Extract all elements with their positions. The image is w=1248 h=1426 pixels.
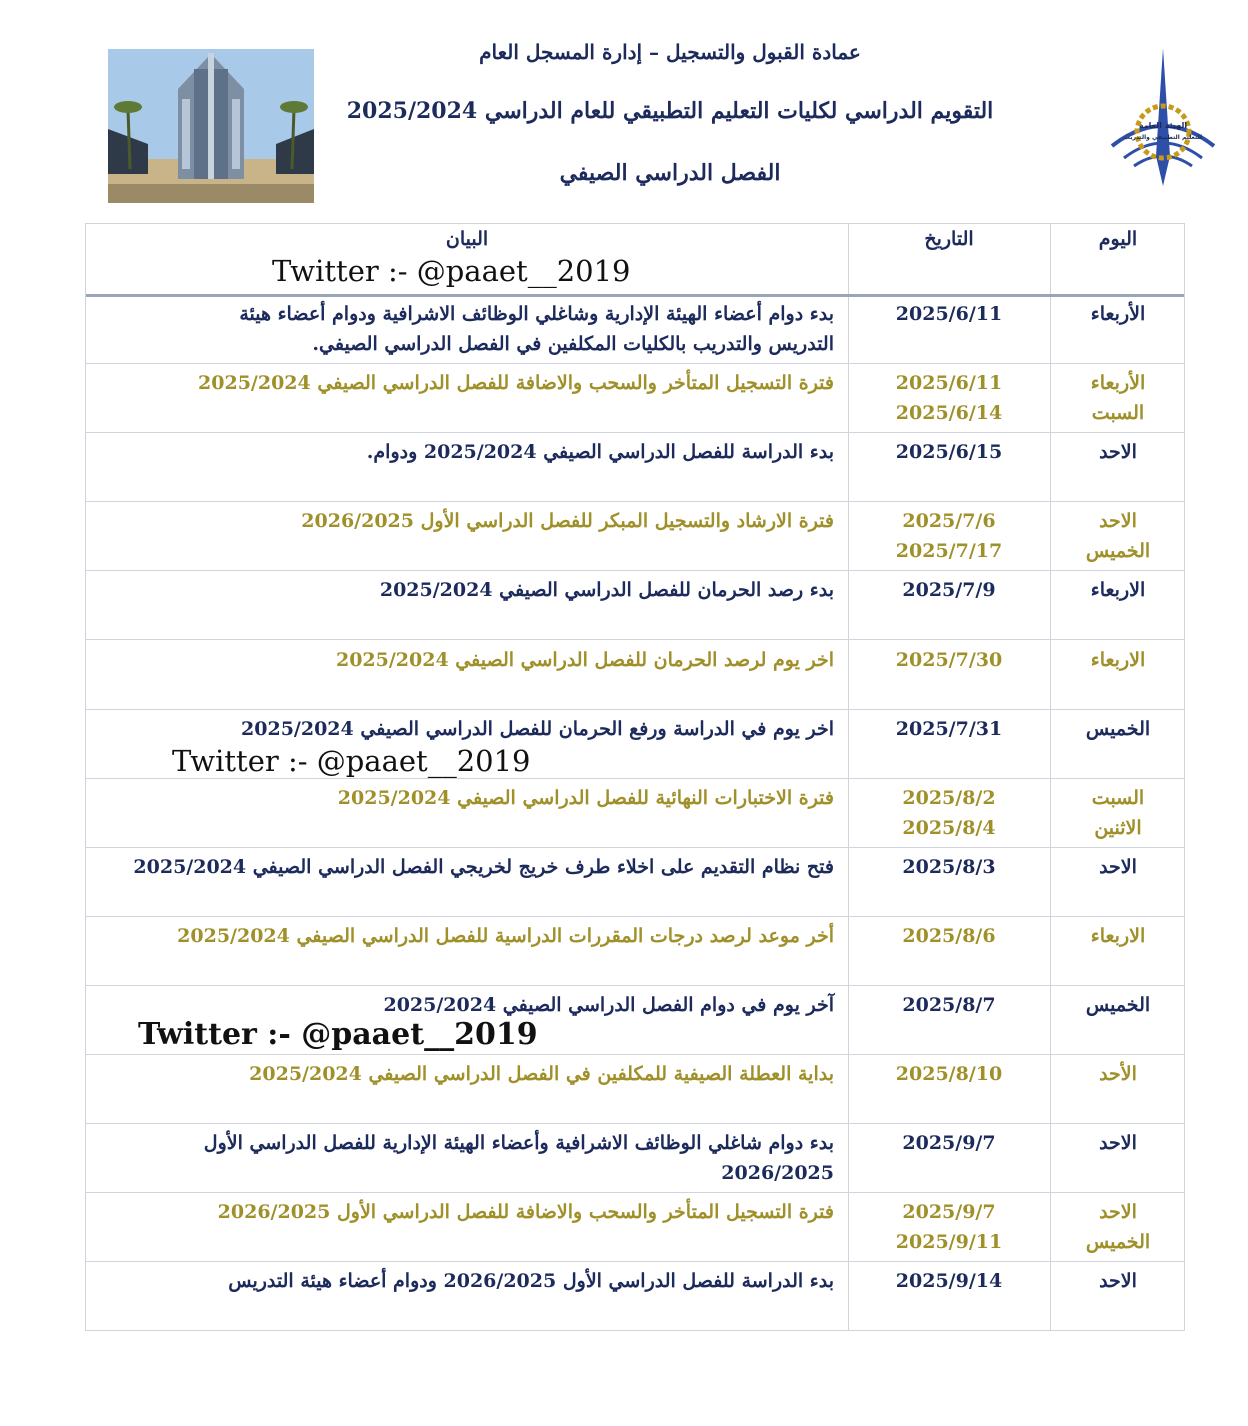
desc-cell xyxy=(94,368,834,398)
desc-cell-line: فترة الاختبارات النهائية للفصل الدراسي الصيفي 2025/2024 xyxy=(337,786,834,809)
desc-cell-line: بدء الدراسة للفصل الدراسي الأول 2026/2025 ودوام أعضاء هيئة التدريس xyxy=(228,1270,834,1293)
date-cell-line: 2025/7/30 xyxy=(895,648,1003,671)
day-cell xyxy=(1050,1266,1186,1296)
date-cell-line: 2025/9/7 xyxy=(902,1201,996,1224)
day-cell-line: الاحد xyxy=(1099,510,1137,533)
twitter-watermark: Twitter :- @paaet__2019 xyxy=(272,254,631,288)
logo-text-2: للتعليم التطبيقي والتدريب xyxy=(1123,134,1203,141)
date-cell-line: 2025/9/11 xyxy=(895,1231,1003,1254)
desc-cell-line: فتح نظام التقديم على اخلاء طرف خريج لخريجي الفصل الدراسي الصيفي 2025/2024 xyxy=(133,855,834,878)
desc-cell xyxy=(94,1266,834,1296)
day-cell xyxy=(1050,299,1186,329)
deanship-title: عمادة القبول والتسجيل – إدارة المسجل العام xyxy=(479,40,861,64)
day-cell-line: الاحد xyxy=(1099,441,1137,464)
day-cell-line: الخميس xyxy=(1085,1231,1151,1254)
date-cell xyxy=(848,368,1050,428)
day-cell xyxy=(1050,714,1186,744)
day-cell xyxy=(1050,645,1186,675)
table-row xyxy=(86,433,1184,502)
day-cell-line: الأحد xyxy=(1099,1063,1137,1086)
date-cell xyxy=(848,1197,1050,1257)
date-cell-line: 2025/8/6 xyxy=(902,924,996,947)
header-date: التاريخ xyxy=(924,228,974,250)
header-day: اليوم xyxy=(1098,228,1138,250)
desc-cell xyxy=(94,645,834,675)
day-cell-line: الاربعاء xyxy=(1090,924,1146,947)
day-cell xyxy=(1050,921,1186,951)
day-cell xyxy=(1050,437,1186,467)
desc-cell xyxy=(94,714,834,744)
day-cell-line: الخميس xyxy=(1085,994,1151,1016)
calendar-title: التقويم الدراسي لكليات التعليم التطبيقي للعام الدراسي 2025/2024 xyxy=(346,98,994,124)
date-cell-line: 2025/8/3 xyxy=(902,855,996,878)
desc-cell-line: أخر موعد لرصد درجات المقررات الدراسية للفصل الدراسي الصيفي 2025/2024 xyxy=(177,924,834,947)
date-cell xyxy=(848,783,1050,843)
table-row xyxy=(86,295,1184,364)
desc-cell-line: فترة الارشاد والتسجيل المبكر للفصل الدراسي الأول 2026/2025 xyxy=(301,510,834,533)
desc-cell xyxy=(94,1059,834,1089)
date-cell-line: 2025/9/14 xyxy=(895,1270,1003,1293)
date-cell-line: 2025/9/7 xyxy=(902,1132,996,1155)
date-cell-line: 2025/8/10 xyxy=(895,1063,1003,1086)
desc-cell xyxy=(94,1197,834,1227)
date-cell xyxy=(848,921,1050,951)
desc-cell xyxy=(94,990,834,1020)
day-cell xyxy=(1050,1059,1186,1089)
desc-cell xyxy=(94,852,834,882)
desc-cell xyxy=(94,783,834,813)
desc-cell-line: التدريس والتدريب بالكليات المكلفين في الفصل الدراسي الصيفي. xyxy=(312,333,834,355)
date-cell-line: 2025/7/9 xyxy=(902,579,996,602)
date-cell-line: 2025/8/2 xyxy=(902,786,996,809)
day-cell-line: الاحد xyxy=(1099,855,1137,878)
day-cell-line: السبت xyxy=(1091,402,1145,425)
desc-cell-line: بدء دوام شاغلي الوظائف الاشرافية وأعضاء الهيئة الإدارية للفصل الدراسي الأول xyxy=(203,1132,834,1155)
desc-cell-line: اخر يوم في الدراسة ورفع الحرمان للفصل الدراسي الصيفي 2025/2024 xyxy=(241,717,834,740)
date-cell xyxy=(848,1266,1050,1296)
desc-cell xyxy=(94,1128,834,1188)
desc-cell-line: 2026/2025 xyxy=(721,1162,834,1185)
date-cell xyxy=(848,852,1050,882)
date-cell-line: 2025/6/14 xyxy=(895,402,1003,425)
header-desc: البيان xyxy=(445,228,489,250)
day-cell xyxy=(1050,368,1186,428)
day-cell xyxy=(1050,990,1186,1020)
table-row xyxy=(86,1055,1184,1124)
paaet-logo-icon xyxy=(1104,46,1222,192)
date-cell xyxy=(848,506,1050,566)
date-cell-line: 2025/6/11 xyxy=(895,303,1003,325)
day-cell xyxy=(1050,1197,1186,1257)
table-row xyxy=(86,1124,1184,1193)
desc-cell-line: بدء رصد الحرمان للفصل الدراسي الصيفي 2025/2024 xyxy=(379,579,834,602)
twitter-watermark: Twitter :- @paaet__2019 xyxy=(138,1017,538,1052)
table-row xyxy=(86,779,1184,848)
day-cell-line: الاحد xyxy=(1099,1132,1137,1155)
date-cell-line: 2025/6/11 xyxy=(895,372,1003,395)
table-row xyxy=(86,917,1184,986)
date-cell xyxy=(848,990,1050,1020)
date-cell-line: 2025/6/15 xyxy=(895,441,1003,464)
date-cell-line: 2025/8/7 xyxy=(902,994,996,1016)
day-cell-line: الاحد xyxy=(1099,1201,1137,1224)
desc-cell xyxy=(94,921,834,951)
table-row xyxy=(86,641,1184,710)
table-header xyxy=(86,224,1184,297)
date-cell-line: 2025/7/6 xyxy=(902,510,996,533)
desc-cell-line: فترة التسجيل المتأخر والسحب والاضافة للفصل الدراسي الصيفي 2025/2024 xyxy=(198,372,834,395)
desc-cell xyxy=(94,575,834,605)
table-row xyxy=(86,571,1184,640)
table-row xyxy=(86,364,1184,433)
day-cell-line: الأربعاء xyxy=(1090,372,1146,395)
day-cell xyxy=(1050,1128,1186,1158)
desc-cell-line: بدء الدراسة للفصل الدراسي الصيفي 2025/2024 ودوام. xyxy=(366,441,834,464)
desc-cell xyxy=(94,437,834,467)
date-cell-line: 2025/7/17 xyxy=(895,540,1003,563)
day-cell-line: الاحد xyxy=(1099,1270,1137,1293)
date-cell xyxy=(848,645,1050,675)
date-cell xyxy=(848,714,1050,744)
day-cell xyxy=(1050,506,1186,566)
table-row xyxy=(86,1262,1184,1331)
date-cell-line: 2025/8/4 xyxy=(902,816,996,839)
table-row xyxy=(86,1193,1184,1262)
logo-text-1: الهيئة العامة xyxy=(1138,121,1188,130)
desc-cell-line: بدء دوام أعضاء الهيئة الإدارية وشاغلي الوظائف الاشرافية ودوام أعضاء هيئة xyxy=(239,303,834,325)
day-cell-line: الاربعاء xyxy=(1090,648,1146,671)
table-row xyxy=(86,848,1184,917)
day-cell-line: السبت xyxy=(1091,786,1145,809)
desc-cell-line: بداية العطلة الصيفية للمكلفين في الفصل الدراسي الصيفي 2025/2024 xyxy=(249,1063,834,1086)
day-cell xyxy=(1050,575,1186,605)
desc-cell xyxy=(94,299,834,359)
day-cell-line: الأربعاء xyxy=(1090,303,1146,325)
desc-cell-line: فترة التسجيل المتأخر والسحب والاضافة للفصل الدراسي الأول 2026/2025 xyxy=(217,1201,834,1224)
semester-title: الفصل الدراسي الصيفي xyxy=(559,160,781,186)
desc-cell-line: آخر يوم في دوام الفصل الدراسي الصيفي 2025/2024 xyxy=(383,994,834,1016)
desc-cell-line: اخر يوم لرصد الحرمان للفصل الدراسي الصيفي 2025/2024 xyxy=(335,648,834,671)
day-cell xyxy=(1050,783,1186,843)
date-cell xyxy=(848,299,1050,329)
day-cell-line: الاربعاء xyxy=(1090,579,1146,602)
building-photo xyxy=(108,49,314,203)
desc-cell xyxy=(94,506,834,536)
day-cell-line: الخميس xyxy=(1085,717,1151,740)
date-cell xyxy=(848,575,1050,605)
twitter-watermark: Twitter :- @paaet__2019 xyxy=(172,744,531,778)
day-cell-line: الاثنين xyxy=(1094,816,1142,839)
date-cell-line: 2025/7/31 xyxy=(895,717,1003,740)
day-cell xyxy=(1050,852,1186,882)
date-cell xyxy=(848,1059,1050,1089)
date-cell xyxy=(848,437,1050,467)
day-cell-line: الخميس xyxy=(1085,540,1151,563)
date-cell xyxy=(848,1128,1050,1158)
table-row xyxy=(86,502,1184,571)
